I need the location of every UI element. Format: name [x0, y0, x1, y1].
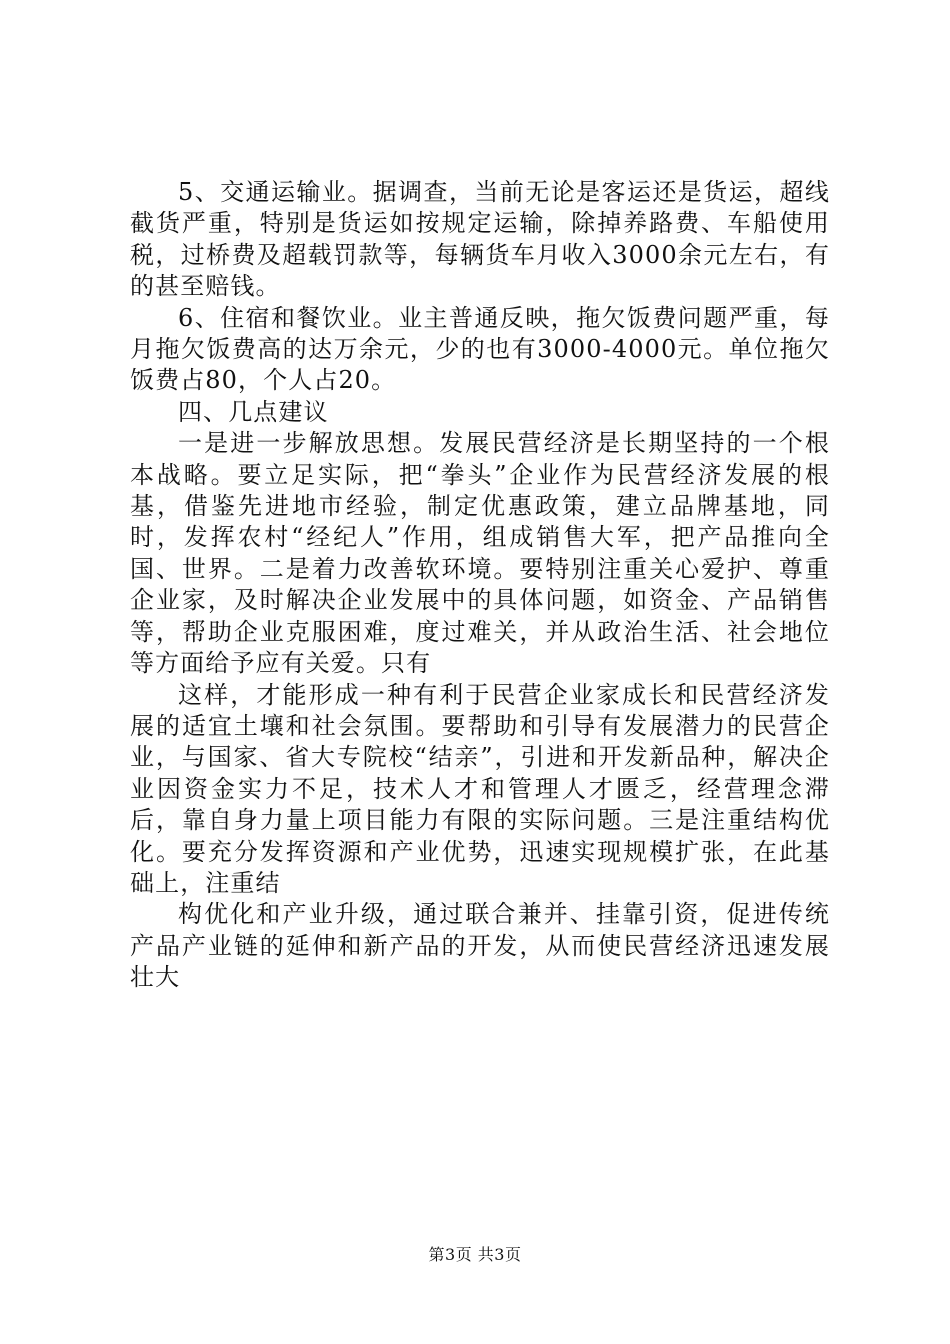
paragraph-suggestion-three: 构优化和产业升级，通过联合兼并、挂靠引资，促进传统产品产业链的延伸和新产品的开发，从而使民营经济迅速发展壮大 [130, 900, 830, 992]
paragraph-suggestion-continued: 这样，才能形成一种有利于民营企业家成长和民营经济发展的适宜土壤和社会氛围。要帮助和引导有发展潜力的民营企业，与国家、省大专院校“结亲”，引进和开发新品种，解决企业因资金实力不足，技术人才和管理人才匮乏，经营理念滞后，靠自身力量上项目能力有限的实际问题。三是注重结构优化。要充分发挥资源和产业优势，迅速实现规模扩张，在此基础上，注重结 [130, 680, 830, 897]
section-heading-suggestions: 四、几点建议 [178, 397, 329, 426]
document-body [130, 177, 830, 994]
paragraph-suggestion-one-two: 一是进一步解放思想。发展民营经济是长期坚持的一个根本战略。要立足实际，把“拳头”企业作为民营经济发展的根基，借鉴先进地市经验，制定优惠政策，建立品牌基地，同时，发挥农村“经纪人”作用，组成销售大军，把产品推向全国、世界。二是着力改善软环境。要特别注重关心爱护、尊重企业家，及时解决企业发展中的具体问题，如资金、产品销售等，帮助企业克服困难，度过难关，并从政治生活、社会地位等方面给予应有关爱。只有 [130, 429, 830, 678]
paragraph-transport: 5、交通运输业。据调查，当前无论是客运还是货运，超线截货严重，特别是货运如按规定运输，除掉养路费、车船使用税，过桥费及超载罚款等，每辆货车月收入3000余元左右，有的甚至赔钱。 [130, 178, 830, 301]
page-number-footer: 第3页 共3页 [428, 1245, 522, 1264]
paragraph-lodging-catering: 6、住宿和餐饮业。业主普通反映，拖欠饭费问题严重，每月拖欠饭费高的达万余元，少的也有3000-4000元。单位拖欠饭费占80，个人占20。 [130, 303, 830, 395]
